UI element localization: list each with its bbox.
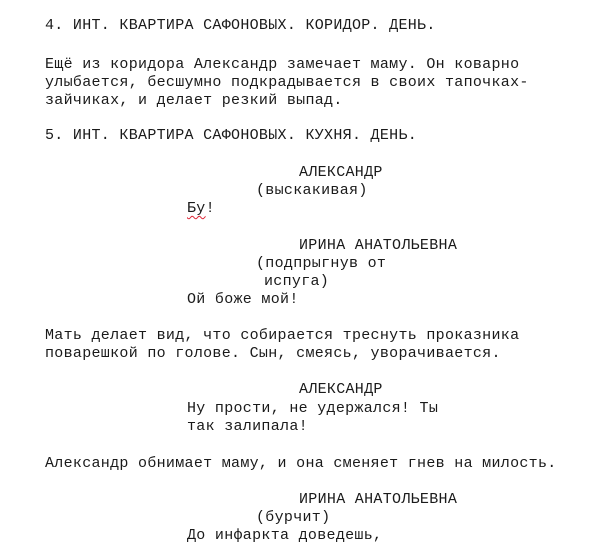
dialogue-punctuation: ! — [205, 200, 215, 217]
character-name: ИРИНА АНАТОЛЬЕВНА — [299, 237, 458, 254]
parenthetical: испуга) — [264, 273, 330, 290]
action-line: зайчиках, и делает резкий выпад. — [45, 92, 343, 109]
action-line: Мать делает вид, что собирается треснуть проказника — [45, 327, 520, 344]
character-name: ИРИНА АНАТОЛЬЕВНА — [299, 491, 458, 508]
misspelled-word: Бу — [187, 200, 206, 217]
action-line: Александр обнимает маму, и она сменяет гнев на милость. — [45, 455, 557, 472]
scene-heading: 5. ИНТ. КВАРТИРА САФОНОВЫХ. КУХНЯ. ДЕНЬ. — [45, 127, 418, 144]
dialogue-line: Ну прости, не удержался! Ты — [187, 400, 439, 417]
dialogue-line: так залипала! — [187, 418, 308, 435]
scene-heading: 4. ИНТ. КВАРТИРА САФОНОВЫХ. КОРИДОР. ДЕНЬ. — [45, 17, 436, 34]
character-name: АЛЕКСАНДР — [299, 164, 383, 181]
parenthetical: (бурчит) — [256, 509, 331, 526]
action-line: улыбается, бесшумно подкрадывается в своих тапочках- — [45, 74, 529, 91]
action-line: Ещё из коридора Александр замечает маму. Он коварно — [45, 56, 520, 73]
parenthetical: (подпрыгнув от — [256, 255, 387, 272]
action-line: поварешкой по голове. Сын, смеясь, уворачивается. — [45, 345, 501, 362]
dialogue-line: До инфаркта доведешь, — [187, 527, 383, 544]
dialogue-line: Ой боже мой! — [187, 291, 299, 308]
parenthetical: (выскакивая) — [256, 182, 368, 199]
character-name: АЛЕКСАНДР — [299, 381, 383, 398]
dialogue-line — [187, 200, 215, 218]
